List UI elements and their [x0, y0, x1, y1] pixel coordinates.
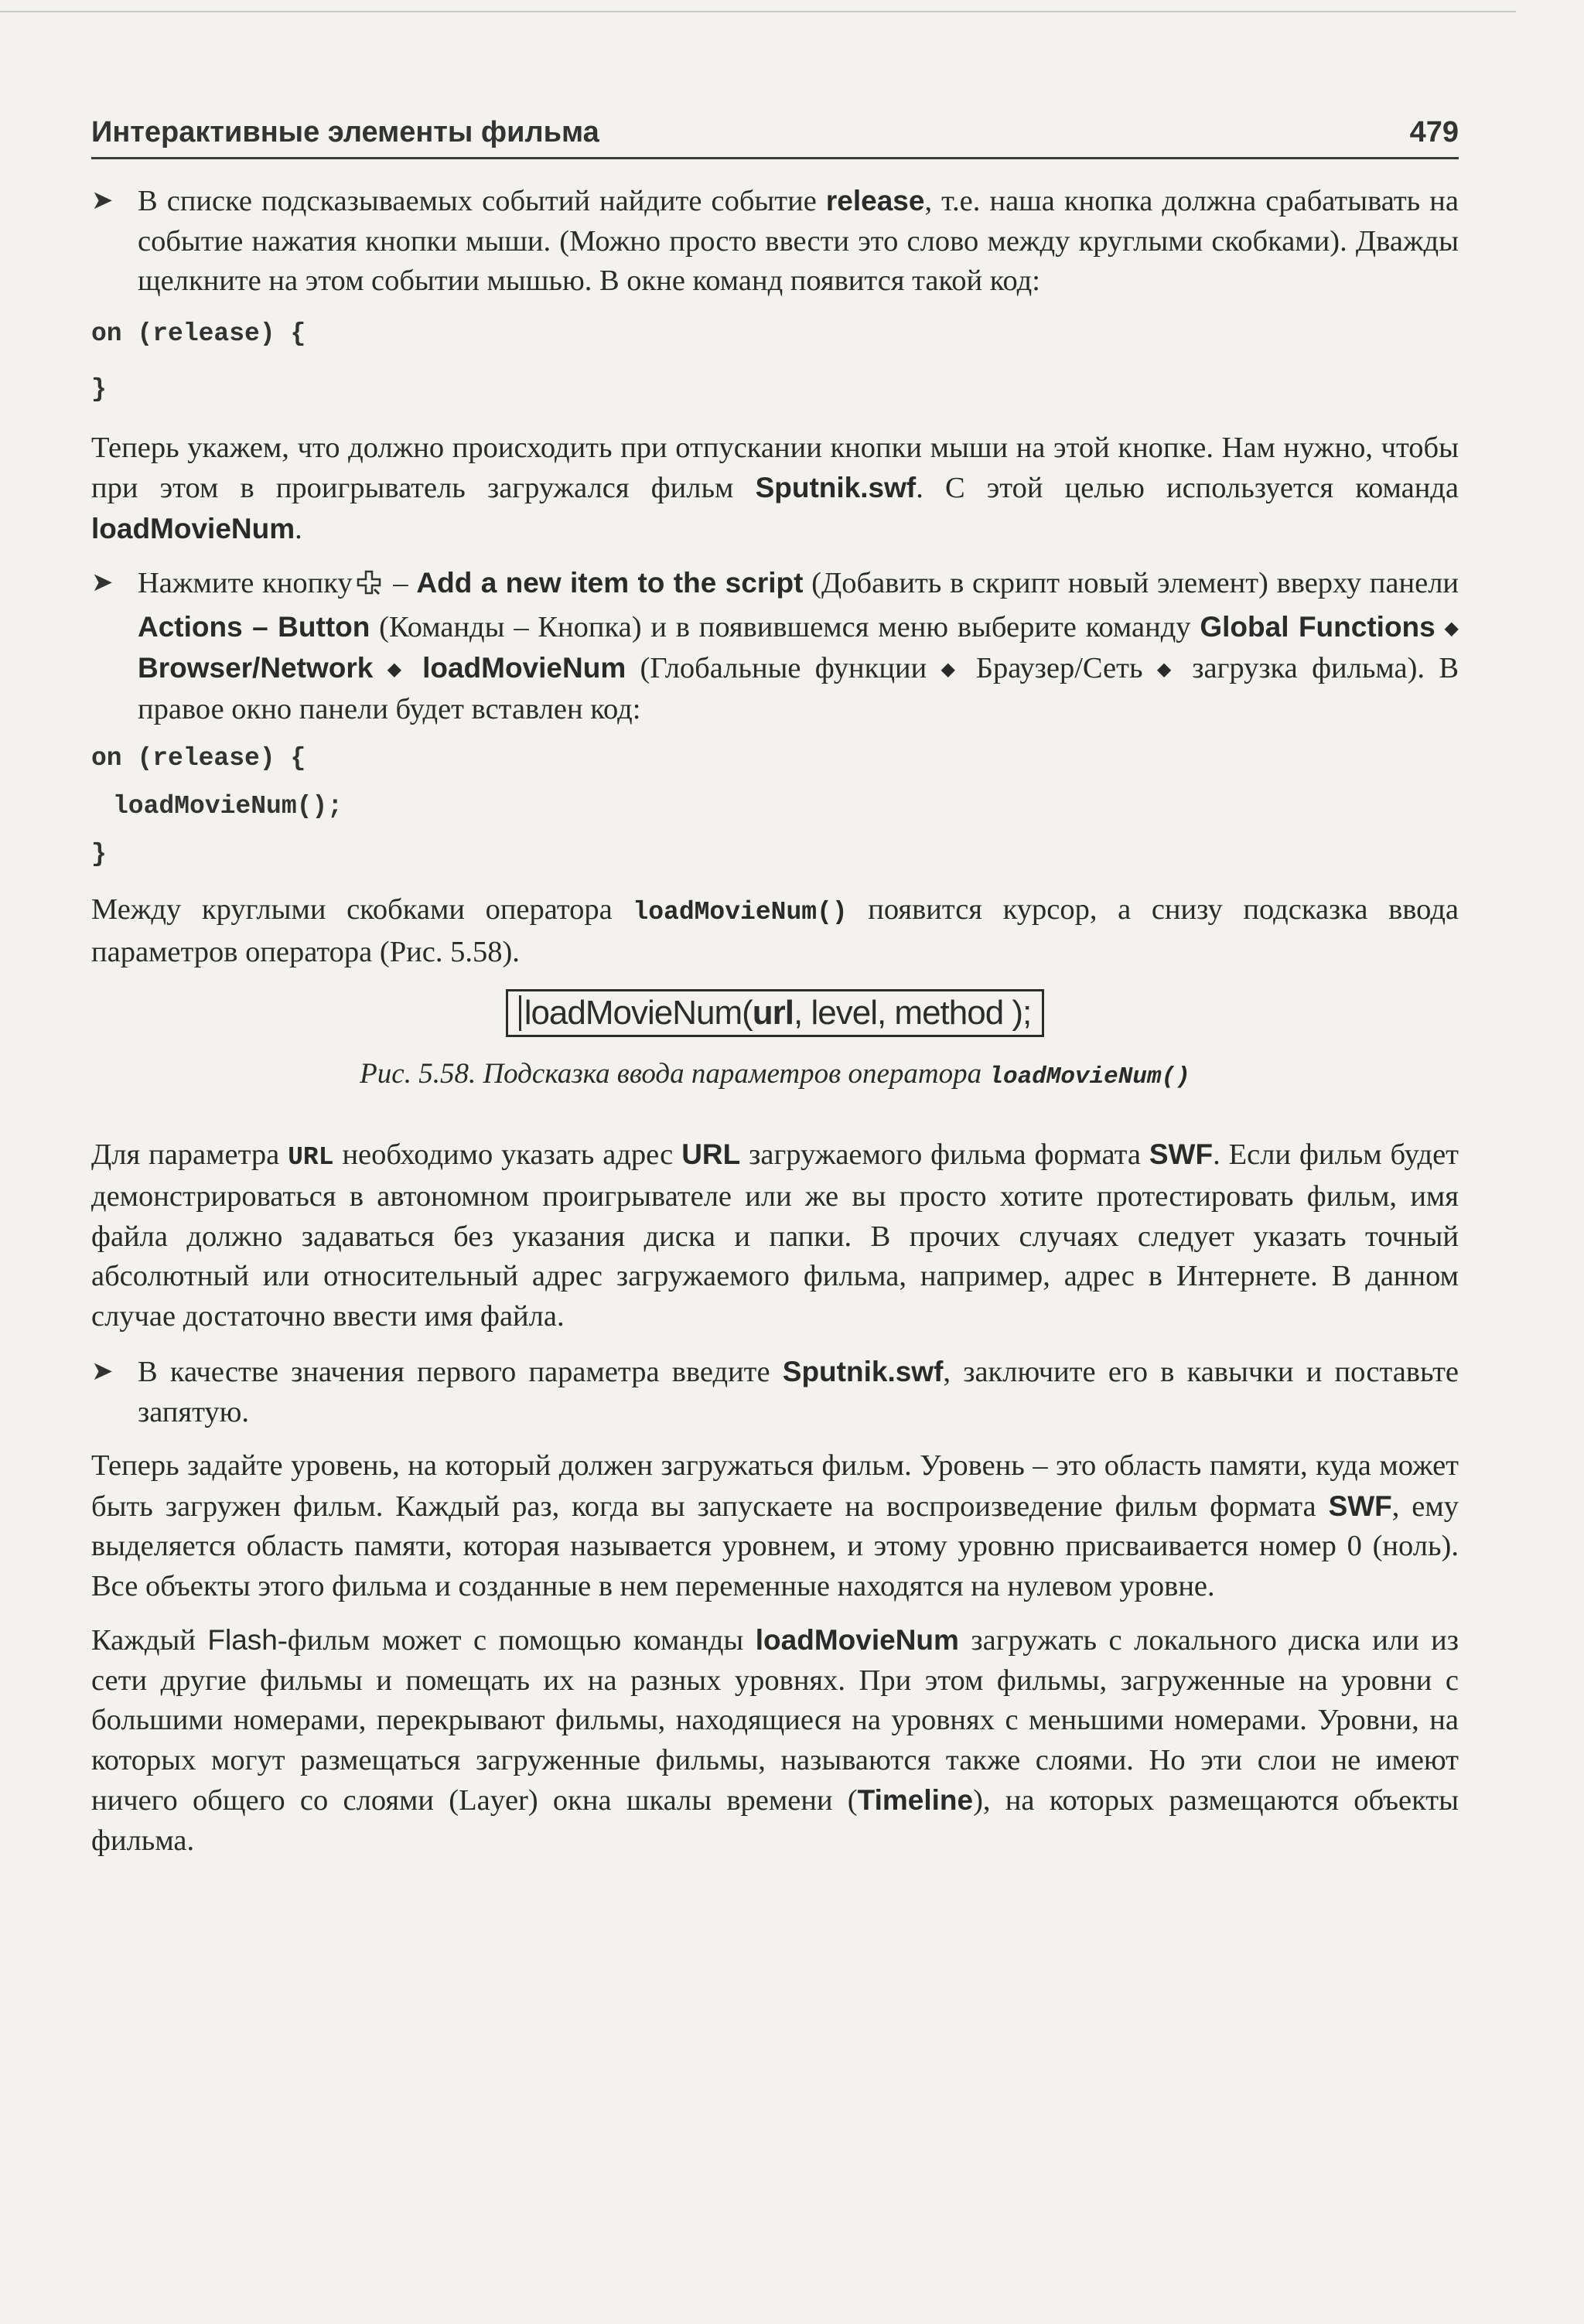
menu-separator-diamond: ◆ — [1156, 658, 1178, 680]
bullet-arrow-icon: ➤ — [91, 1356, 114, 1387]
figure-caption: Рис. 5.58. Подсказка ввода параметров оператора loadMovieNum() — [360, 1058, 1190, 1090]
step-text: Нажмите кнопку – Add a new item to the script (Добавить в скрипт новый элемент) вверху панели Actions – Button (Команды – Кнопка) и в появившемся меню выберите команду Global Functions ◆ Browser/Network ◆ loadMovieNum (Глобальные функции ◆ Браузер/Сеть ◆ загрузка фильма). В правое окно панели будет вставлен код: — [138, 567, 1459, 725]
menu-separator-diamond: ◆ — [387, 658, 408, 680]
menu-separator-diamond: ◆ — [940, 658, 962, 680]
paragraph-2: Между круглыми скобками оператора loadMovieNum() появится курсор, а снизу подсказка ввода параметров оператора (Рис. 5.58). — [91, 893, 1459, 968]
step-bullet-1 — [91, 181, 1459, 302]
code-block-1 — [91, 319, 1459, 405]
step-text: В списке подсказываемых событий найдите событие release, т.е. наша кнопка должна срабатывать на событие нажатия кнопки мыши. (Можно просто ввести это слово между круглыми скобками). Дважды щелкните на этом событии мышью. В окне команд появится такой код: — [138, 185, 1459, 297]
code-line: on (release) { — [91, 319, 306, 348]
paragraph-5: Каждый Flash-фильм может с помощью команды loadMovieNum загружать с локального диска или из сети другие фильмы и помещать их на разных уровнях. При этом фильмы, загруженные на уровни с большими номерами, перекрывают фильмы, находящиеся на уровнях с меньшими номерами. Уровни, на которых могут размещаться загруженные фильмы, называются также слоями. Но эти слои не имеют ничего общего со слоями (Layer) окна шкалы времени (Timeline), на которых размещаются объекты фильма. — [91, 1624, 1459, 1857]
bullet-arrow-icon: ➤ — [91, 185, 114, 216]
chapter-title: Интерактивные элементы фильма — [91, 116, 599, 148]
code-line: on (release) { — [91, 744, 306, 773]
paragraph-1: Теперь укажем, что должно происходить при отпускании кнопки мыши на этой кнопке. Нам нужно, чтобы при этом в проигрыватель загружался фильм Sputnik.swf. С этой целью используется команда loadMovieNum. — [91, 431, 1459, 545]
paragraph-4: Теперь задайте уровень, на который должен загружаться фильм. Уровень – это область памяти, куда может быть загружен фильм. Каждый раз, когда вы запускаете на воспроизведение фильм формата SWF, ему выделяется область памяти, которая называется уровнем, и этому уровню присваивается номер 0 (ноль). Все объекты этого фильма и созданные в нем переменные находятся на нулевом уровне. — [91, 1449, 1459, 1602]
code-line: } — [91, 374, 107, 404]
text-cursor — [519, 995, 521, 1031]
step-bullet-3 — [91, 1352, 1459, 1432]
paragraph-3: Для параметра URL необходимо указать адрес URL загружаемого фильма формата SWF. Если фильм будет демонстрироваться в автономном проигрывателе или же вы просто хотите протестировать фильм, имя файла должно задаваться без указания диска и папки. В прочих случаях следует указать точный абсолютный или относительный адрес загружаемого фильма, например, адрес в Интернете. В данном случае достаточно ввести имя файла. — [91, 1138, 1459, 1333]
parameter-hint-tooltip: loadMovieNum( url , level, method ); — [506, 989, 1045, 1037]
code-block-2 — [91, 743, 1459, 870]
running-header — [91, 116, 1459, 159]
menu-separator-diamond: ◆ — [1444, 616, 1459, 639]
page-body — [91, 181, 1459, 1861]
code-line: } — [91, 840, 107, 869]
top-edge-rule — [0, 11, 1516, 12]
page-number: 479 — [1409, 116, 1459, 148]
code-line: loadMovieNum(); — [113, 792, 343, 821]
step-bullet-2 — [91, 563, 1459, 729]
book-page — [91, 116, 1459, 1861]
keyword-release: release — [825, 185, 925, 217]
figure-5-58 — [91, 989, 1459, 1037]
add-item-plus-icon — [356, 567, 382, 607]
bullet-arrow-icon: ➤ — [91, 567, 114, 598]
step-text: В качестве значения первого параметра введите Sputnik.swf, заключите его в кавычки и поставьте запятую. — [138, 1356, 1459, 1428]
